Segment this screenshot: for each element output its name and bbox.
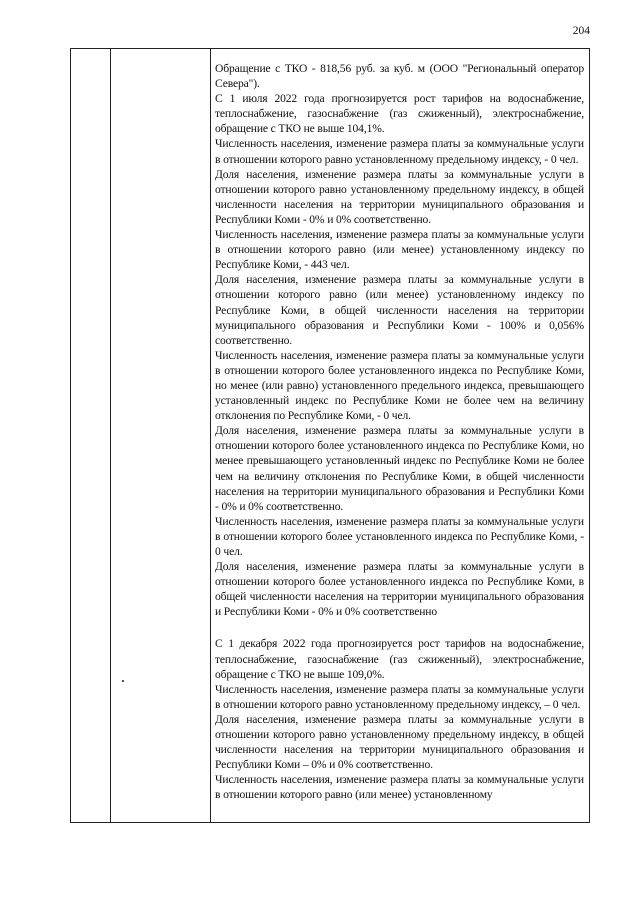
paragraph-tko-tariff: Обращение с ТКО - 818,56 руб. за куб. м (ООО "Региональный оператор Севера"). xyxy=(215,62,584,91)
paragraph-population-limit-index-december: Численность населения, изменение размера платы за коммунальные услуги в отношении которого равно установленному предельному индексу, – 0 чел. xyxy=(215,682,584,711)
paragraph-share-komi-index: Доля населения, изменение размера платы за коммунальные услуги в отношении которого равно (или менее) установленному индексу по Республике Коми, в общей численности населения на территории муниципального образования и Республики Коми - 100% и 0,056% соответственно. xyxy=(215,273,584,347)
column-divider-1 xyxy=(110,49,111,822)
paragraph-population-komi-index-december: Численность населения, изменение размера платы за коммунальные услуги в отношении которого равно (или менее) установленному xyxy=(215,773,584,802)
document-table xyxy=(70,48,590,823)
column-divider-2 xyxy=(210,49,211,822)
paragraph-share-above-komi-within-deviation: Доля населения, изменение размера платы за коммунальные услуги в отношении которого более установленного индекса по Республике Коми, но менее превышающего установленный индекс по Республике Коми не более чем на величину отклонения по Республике Коми, в общей численности населения на территории муниципального образования и Республики Коми - 0% и 0% соответственно. xyxy=(215,424,584,513)
paragraph-population-above-komi: Численность населения, изменение размера платы за коммунальные услуги в отношении которого более установленного индекса по Республике Коми, - 0 чел. xyxy=(215,514,584,558)
paragraph-population-komi-index: Численность населения, изменение размера платы за коммунальные услуги в отношении которого равно (или менее) установленному индексу по Республике Коми, - 443 чел. xyxy=(215,228,584,272)
paragraph-population-above-komi-within-deviation: Численность населения, изменение размера платы за коммунальные услуги в отношении которого более установленного индекса по Республике Коми, но менее (или равно) установленного предельного индекса, превышающего установленный индекс по Республике Коми не более чем на величину отклонения по Республике Коми, - 0 чел. xyxy=(215,348,584,423)
scan-speck xyxy=(122,680,124,682)
paragraph-share-limit-index: Доля населения, изменение размера платы за коммунальные услуги в отношении которого равно установленному предельному индексу, в общей численности населения на территории муниципального образования и Республики Коми - 0% и 0% соответственно. xyxy=(215,167,584,226)
table-cell-text xyxy=(215,61,584,803)
page-number: 204 xyxy=(572,25,590,37)
paragraph-december-forecast: С 1 декабря 2022 года прогнозируется рост тарифов на водоснабжение, теплоснабжение, газоснабжение (газ сжиженный), электроснабжение, обращение с ТКО не выше 109,0%. xyxy=(215,637,584,681)
paragraph-share-limit-index-december: Доля населения, изменение размера платы за коммунальные услуги в отношении которого равно установленному предельному индексу, в общей численности населения на территории муниципального образования и Республики Коми – 0% и 0% соответственно. xyxy=(215,712,584,772)
paragraph-share-above-komi: Доля населения, изменение размера платы за коммунальные услуги в отношении которого более установленного индекса по Республике Коми, в общей численности населения на территории муниципального образования и Республики Коми - 0% и 0% соответственно xyxy=(215,560,584,619)
paragraph-july-forecast: С 1 июля 2022 года прогнозируется рост тарифов на водоснабжение, теплоснабжение, газоснабжение (газ сжиженный), электроснабжение, обращение с ТКО не выше 104,1%. xyxy=(215,92,584,136)
paragraph-population-limit-index: Численность населения, изменение размера платы за коммунальные услуги в отношении которого равно установленному предельному индексу, - 0 чел. xyxy=(215,137,584,166)
